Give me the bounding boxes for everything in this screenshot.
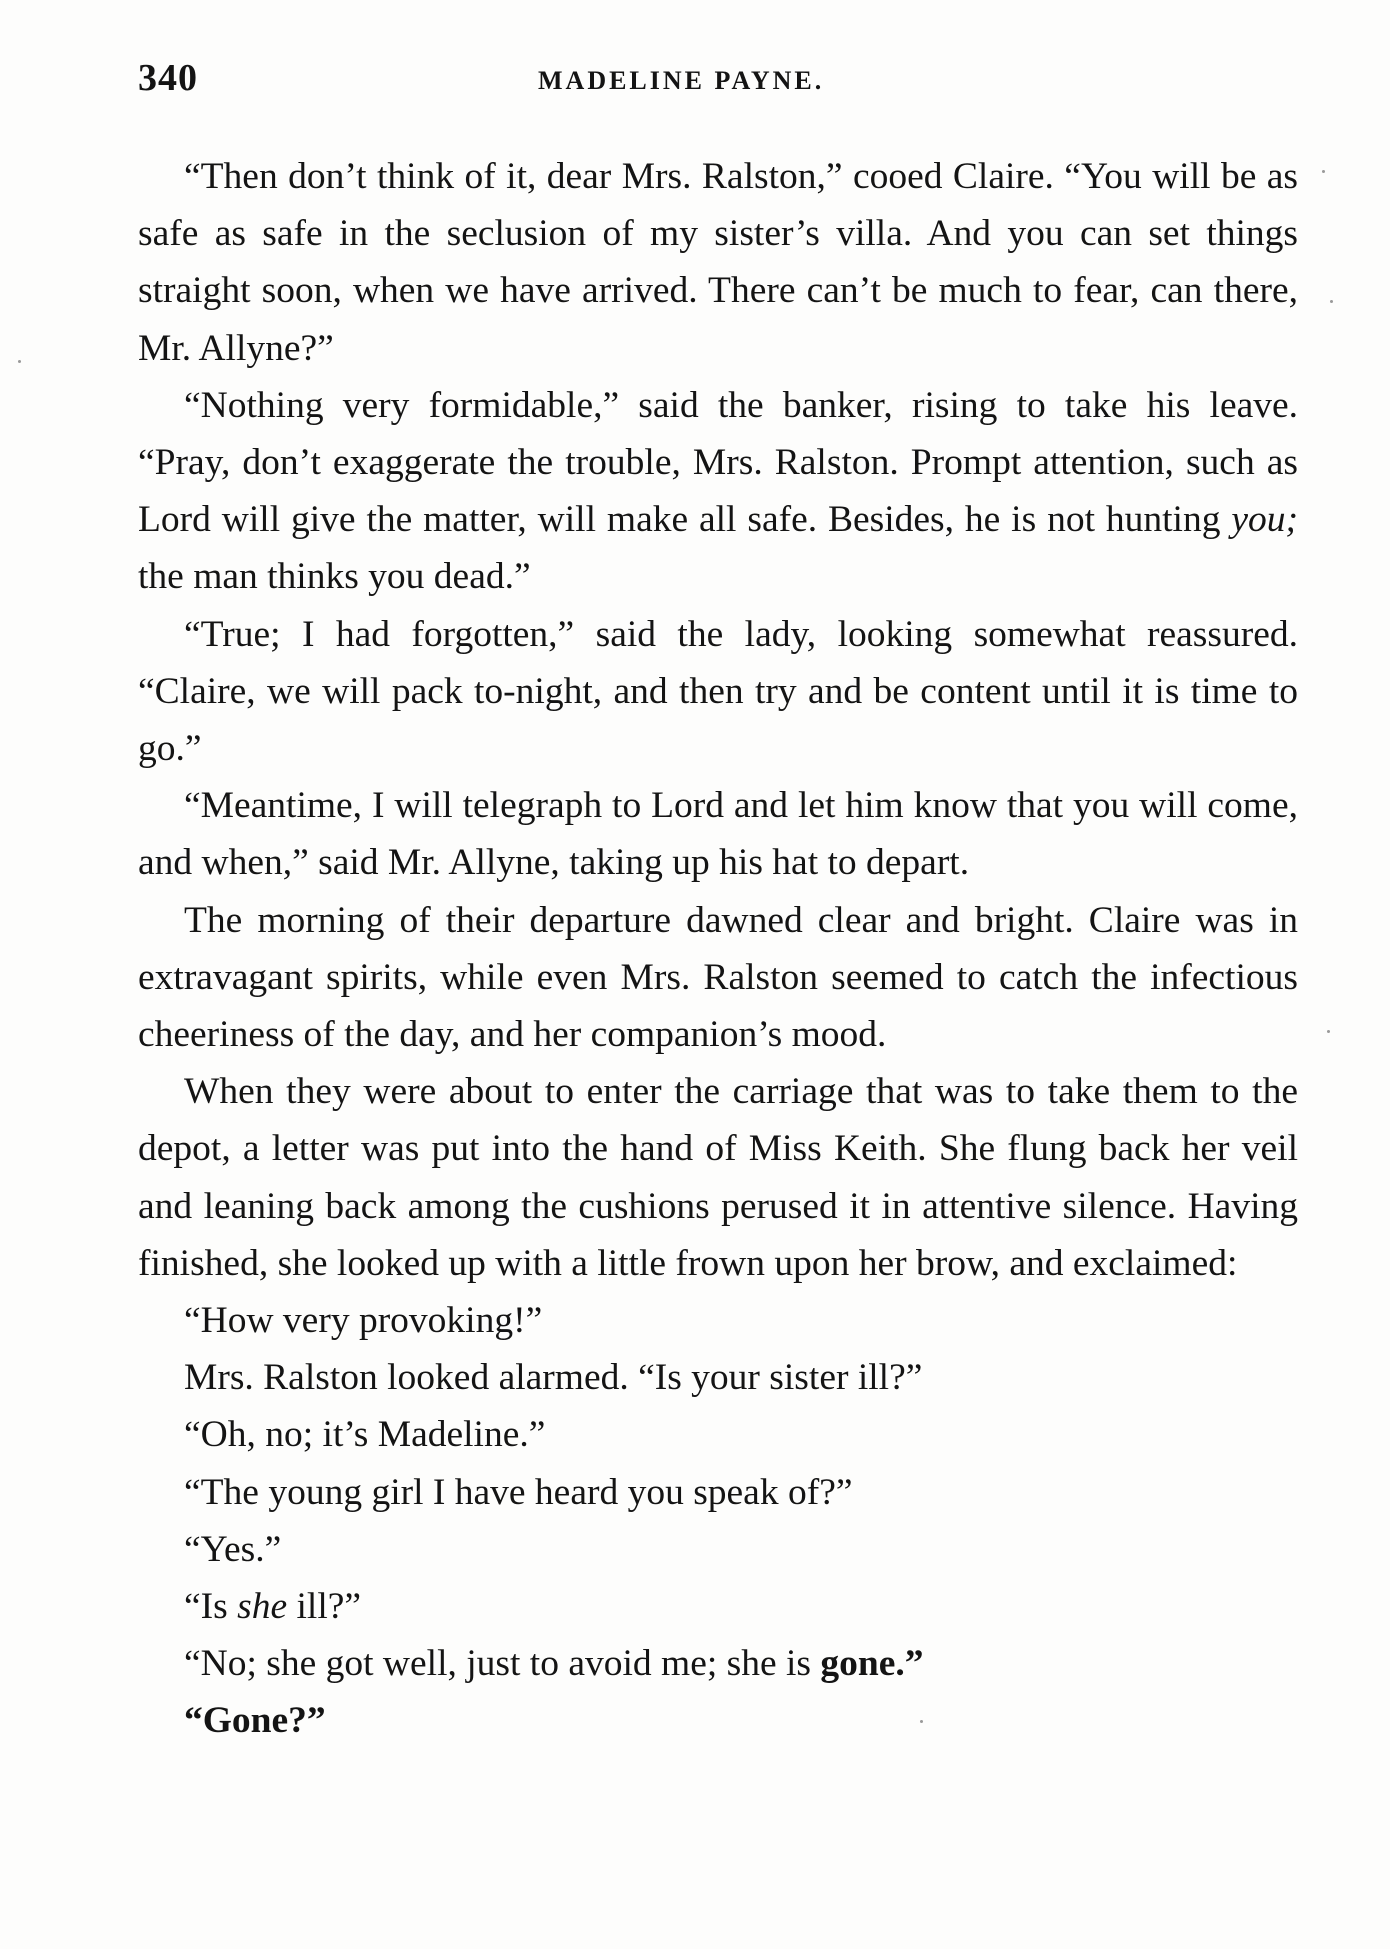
- paper-speck: [1330, 300, 1333, 303]
- dialogue-line: [138, 1406, 1298, 1463]
- paragraph-text: “True; I had forgotten,” said the lady, looking somewhat reassured. “Claire, we will pack to-night, and then try and be content until it is time to go.”: [138, 613, 1298, 770]
- paragraph-text: “How very provoking!”: [184, 1300, 543, 1342]
- dialogue-line: [138, 1692, 1298, 1749]
- dialogue-line: [138, 1635, 1298, 1692]
- dialogue-line: [138, 1578, 1298, 1635]
- paragraph-text: “Nothing very formidable,” said the banker, rising to take his leave. “Pray, don’t exaggerate the trouble, Mrs. Ralston. Prompt attention, such as Lord will give the matter, will make all safe. Besides, he is not hunting: [138, 384, 1298, 541]
- paragraph: [138, 377, 1298, 606]
- paragraph-text: “The young girl I have heard you speak of?”: [184, 1471, 853, 1513]
- paragraph-text: “Then don’t think of it, dear Mrs. Ralston,” cooed Claire. “You will be as safe as safe in the seclusion of my sister’s villa. And you can set things straight soon, when we have arrived. There can’t be much to fear, can there, Mr. Allyne?”: [138, 156, 1298, 369]
- paper-speck: [18, 360, 21, 363]
- dialogue-line: [138, 1292, 1298, 1349]
- paper-speck: [1327, 1030, 1330, 1033]
- paragraph-text: “No; she got well, just to avoid me; she is: [184, 1643, 821, 1685]
- paragraph-text: “Meantime, I will telegraph to Lord and let him know that you will come, and when,” said Mr. Allyne, taking up his hat to depart.: [138, 785, 1298, 884]
- paper-speck: [1322, 170, 1325, 173]
- paragraph: [138, 892, 1298, 1064]
- bold-emphasis: “Gone?”: [184, 1700, 326, 1742]
- paragraph: [138, 148, 1298, 377]
- paragraph: [138, 606, 1298, 778]
- page-number: 340: [138, 57, 198, 99]
- running-head: [138, 56, 1298, 116]
- paragraph-text-after: the man thinks you dead.”: [138, 556, 531, 598]
- body-text: [138, 148, 1298, 1750]
- italic-emphasis: you;: [1231, 499, 1298, 541]
- dialogue-line: [138, 1349, 1298, 1406]
- paper-speck: [920, 1720, 923, 1723]
- paragraph: [138, 777, 1298, 891]
- paragraph-text: “Oh, no; it’s Madeline.”: [184, 1414, 546, 1456]
- italic-emphasis: she: [237, 1586, 288, 1628]
- paragraph-text-after: ill?”: [287, 1586, 362, 1628]
- paragraph-text: “Yes.”: [184, 1528, 282, 1570]
- bold-emphasis: gone.”: [820, 1643, 924, 1685]
- running-title: MADELINE PAYNE.: [538, 66, 825, 95]
- paragraph: [138, 1063, 1298, 1292]
- paragraph-text: The morning of their departure dawned clear and bright. Claire was in extravagant spirits, while even Mrs. Ralston seemed to catch the infectious cheeriness of the day, and her companion’s mood.: [138, 899, 1298, 1056]
- paragraph-text: “Is: [184, 1586, 238, 1628]
- dialogue-line: [138, 1464, 1298, 1521]
- dialogue-line: [138, 1521, 1298, 1578]
- paragraph-text: When they were about to enter the carriage that was to take them to the depot, a letter was put into the hand of Miss Keith. She flung back her veil and leaning back among the cushions perused it in attentive silence. Having finished, she looked up with a little frown upon her brow, and exclaimed:: [138, 1071, 1298, 1284]
- paragraph-text: Mrs. Ralston looked alarmed. “Is your sister ill?”: [184, 1357, 923, 1399]
